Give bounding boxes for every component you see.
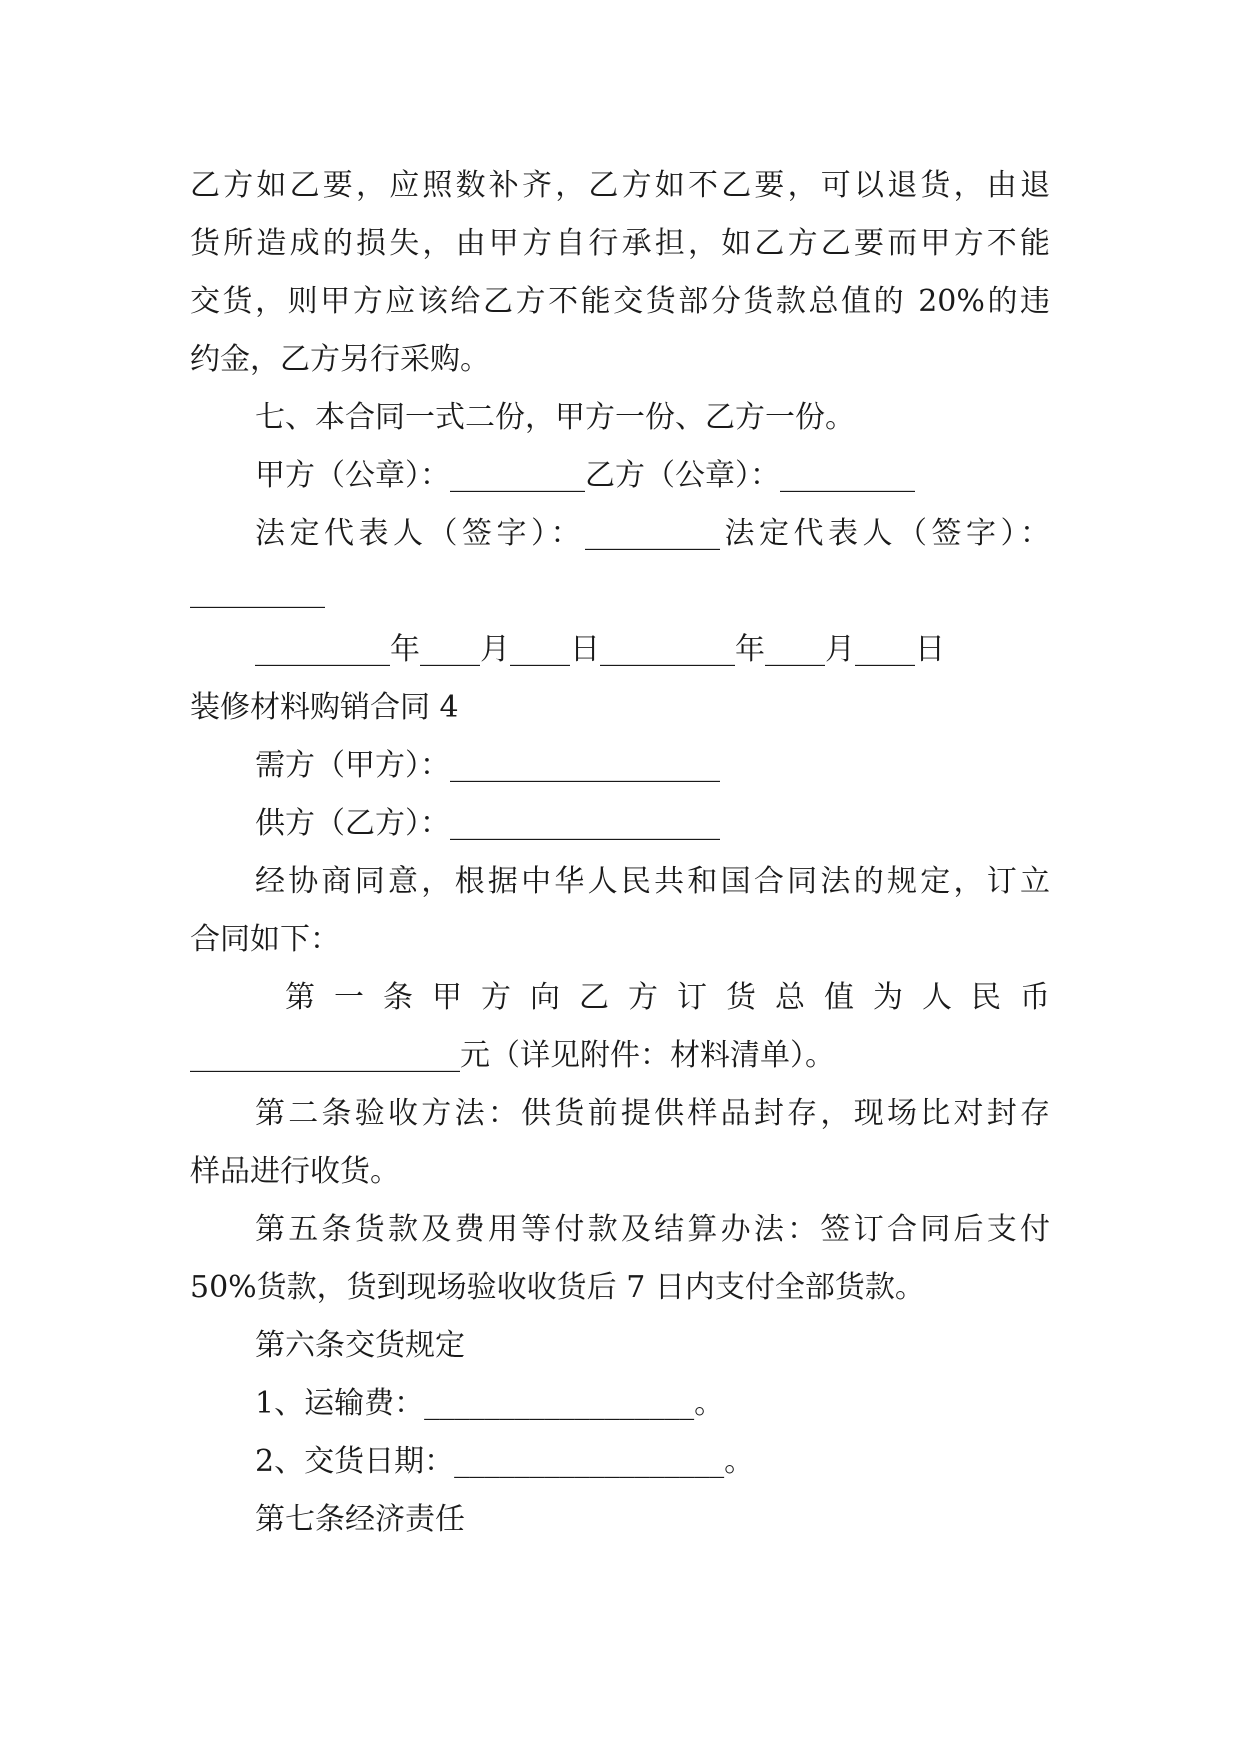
- party-seals-line: 甲方（公章）：_________乙方（公章）：_________: [255, 458, 915, 493]
- date-line: _________年____月____日_________年____月____日: [255, 632, 945, 667]
- legal-representative-line: 法定代表人（签字）：_________法定代表人（签字）：: [255, 516, 1050, 551]
- buyer-party-line: 需方（甲方）：__________________: [255, 748, 720, 783]
- clause-seven: 七、本合同一式二份，甲方一份、乙方一份。: [255, 400, 855, 435]
- supplier-party-line: 供方（乙方）：__________________: [255, 806, 720, 841]
- article-one-line-2: __________________元（详见附件：材料清单）。: [190, 1038, 835, 1073]
- article-five-line-1: 第五条货款及费用等付款及结算办法：签订合同后支付: [255, 1212, 1050, 1247]
- article-six-heading: 第六条交货规定: [255, 1328, 465, 1363]
- delivery-date-line: 2、交货日期：__________________。: [255, 1444, 755, 1479]
- paragraph-line-1: 乙方如乙要，应照数补齐，乙方如不乙要，可以退货，由退: [190, 168, 1050, 203]
- article-five-line-2: 50%货款，货到现场验收收货后 7 日内支付全部货款。: [190, 1270, 925, 1305]
- paragraph-line-2: 货所造成的损失，由甲方自行承担，如乙方乙要而甲方不能: [190, 226, 1050, 261]
- article-one-line-1: 第 一 条 甲 方 向 乙 方 订 货 总 值 为 人 民 币: [285, 980, 1050, 1015]
- article-two-line-1: 第二条验收方法：供货前提供样品封存，现场比对封存: [255, 1096, 1050, 1131]
- article-seven-heading: 第七条经济责任: [255, 1502, 465, 1537]
- legal-representative-blank: _________: [190, 574, 325, 609]
- preamble-line-1: 经协商同意，根据中华人民共和国合同法的规定，订立: [255, 864, 1050, 899]
- article-two-line-2: 样品进行收货。: [190, 1154, 400, 1189]
- preamble-line-2: 合同如下：: [190, 922, 340, 957]
- transport-fee-line: 1、运输费：__________________。: [255, 1386, 725, 1421]
- contract-title: 装修材料购销合同 4: [190, 690, 459, 725]
- paragraph-line-4: 约金，乙方另行采购。: [190, 342, 490, 377]
- paragraph-line-3: 交货，则甲方应该给乙方不能交货部分货款总值的 20%的违: [190, 284, 1050, 319]
